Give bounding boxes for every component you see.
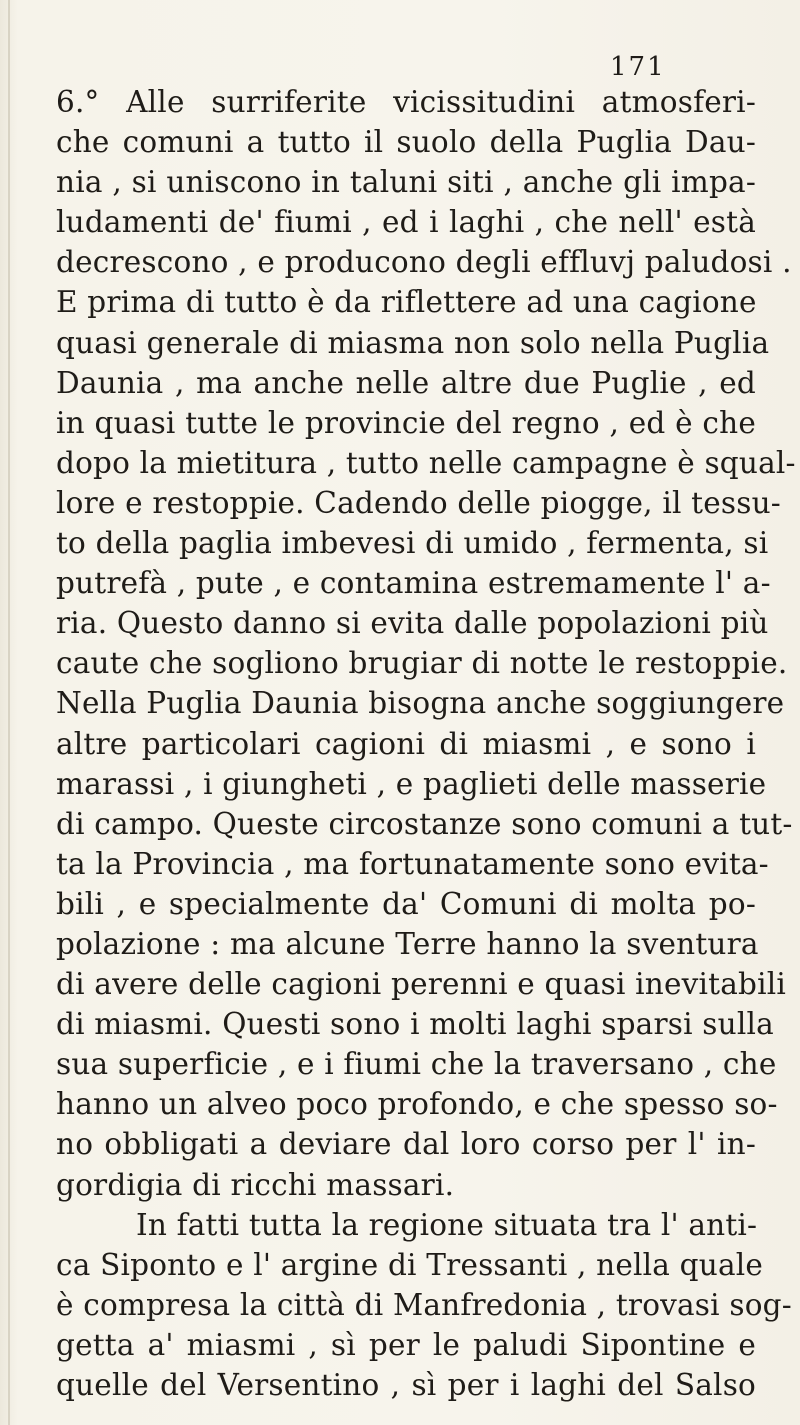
text-line: to della paglia imbevesi di umido , fermenta, si — [56, 526, 769, 561]
text-line: getta a' miasmi , sì per le paludi Sipontine e — [56, 1327, 756, 1362]
page-gutter — [8, 0, 10, 1425]
text-line: di miasmi. Questi sono i molti laghi sparsi sulla — [56, 1007, 774, 1042]
text-line: nia , si uniscono in taluni siti , anche gli impa- — [56, 165, 756, 200]
text-line: quelle del Versentino , sì per i laghi del Salso — [56, 1368, 756, 1402]
text-line: ca Siponto e l' argine di Tressanti , nella quale — [56, 1247, 764, 1282]
text-line: Daunia , ma anche nelle altre due Puglie , ed — [56, 365, 756, 400]
text-line: caute che sogliono brugiar di notte le restoppie. — [56, 646, 788, 681]
text-line: gordigia di ricchi massari. — [56, 1167, 455, 1202]
text-line: che comuni a tutto il suolo della Puglia Dau- — [56, 125, 756, 160]
text-line: hanno un alveo poco profondo, e che spesso so- — [56, 1087, 778, 1122]
text-line: polazione : ma alcune Terre hanno la sventura — [56, 926, 759, 961]
body-text — [56, 82, 796, 1405]
text-line: ta la Provincia , ma fortunatamente sono evita- — [56, 846, 769, 881]
text-line: decrescono , e producono degli effluvj paludosi . — [56, 245, 792, 280]
text-line: lore e restoppie. Cadendo delle piogge, il tessu- — [56, 485, 781, 520]
text-line: 6.° Alle surriferite vicissitudini atmosferi- — [56, 85, 756, 119]
text-line: è compresa la città di Manfredonia , trovasi sog- — [56, 1287, 792, 1322]
text-line: putrefà , pute , e contamina estremamente l' a- — [56, 566, 771, 601]
text-line: quasi generale di miasma non solo nella Puglia — [56, 325, 770, 360]
text-line: bili , e specialmente da' Comuni di molta po- — [56, 886, 756, 921]
text-line: In fatti tutta la regione situata tra l' anti- — [136, 1207, 758, 1242]
text-line: sua superficie , e i fiumi che la traversano , che — [56, 1047, 777, 1082]
text-line: altre particolari cagioni di miasmi , e sono i — [56, 726, 756, 761]
text-line: no obbligati a deviare dal loro corso per l' in- — [56, 1127, 756, 1162]
page-number: 171 — [610, 52, 666, 82]
text-line: marassi , i giungheti , e paglieti delle masserie — [56, 766, 767, 801]
text-line: in quasi tutte le provincie del regno , ed è che — [56, 405, 756, 440]
text-line: di campo. Queste circostanze sono comuni a tut- — [56, 806, 793, 841]
text-line: Nella Puglia Daunia bisogna anche soggiungere — [56, 686, 785, 721]
text-line: dopo la mietitura , tutto nelle campagne è squal- — [56, 445, 796, 480]
text-line: E prima di tutto è da riflettere ad una cagione — [56, 285, 757, 320]
text-line: di avere delle cagioni perenni e quasi inevitabili — [56, 967, 786, 1002]
text-line: ludamenti de' fiumi , ed i laghi , che nell' està — [56, 205, 756, 240]
text-line: ria. Questo danno si evita dalle popolazioni più — [56, 606, 769, 641]
